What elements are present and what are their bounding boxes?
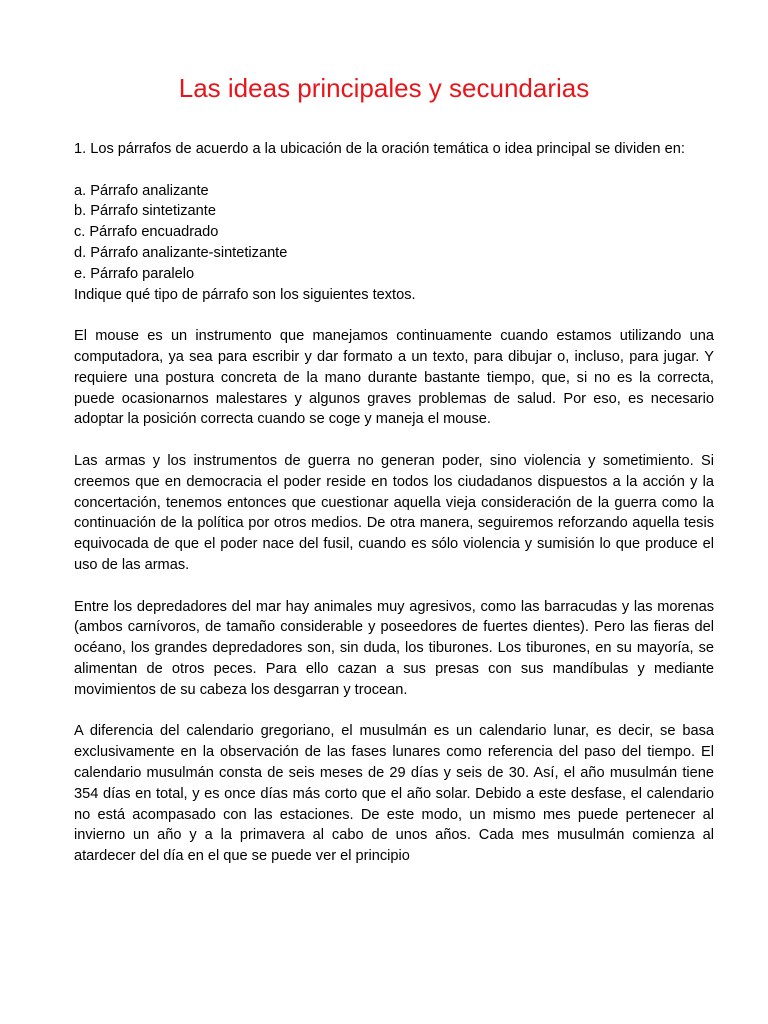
spacer [74,430,714,451]
option-item: c. Párrafo encuadrado [74,224,219,241]
option-item: a. Párrafo analizante [74,182,209,199]
option-item: d. Párrafo analizante-sintetizante [74,244,288,261]
instruction-text: Indique qué tipo de párrafo son los siguientes textos. [74,286,416,303]
page-title: Las ideas principales y secundarias [178,73,590,103]
spacer [74,576,714,597]
text-paragraph-weapons: Las armas y los instrumentos de guerra no generan poder, sino violencia y sometimiento. Si creemos que en democracia el poder reside en todos los ciudadanos dispuestos a la acción y la concertación, tenemos entonces que cuestionar aquella vieja consideración de la guerra como la continuación de la política por otros medios. De otra manera, seguiremos reforzando aquella tesis equivocada de que el poder nace del fusil, cuando es sólo violencia y sumisión lo que produce el uso de las armas. [74,452,714,573]
document-body [74,139,714,867]
spacer [74,701,714,722]
question-text: 1. Los párrafos de acuerdo a la ubicación de la oración temática o idea principal se dividen en: [74,141,685,157]
text-paragraph-predators: Entre los depredadores del mar hay animales muy agresivos, como las barracudas y las morenas (ambos carnívoros, de tamaño considerable y poseedores de fuertes dientes). Pero las fieras del océano, los grandes depredadores son, sin duda, los tiburones. Los tiburones, en su mayoría, se alimentan de otros peces. Para ello cazan a sus presas con sus mandíbulas y mediante movimientos de su cabeza los desgarran y trocean. [74,598,714,698]
option-item: b. Párrafo sintetizante [74,203,216,220]
option-item: e. Párrafo paralelo [74,265,195,282]
spacer [74,160,714,181]
spacer [74,305,714,326]
text-paragraph-mouse: El mouse es un instrumento que manejamos continuamente cuando estamos utilizando una computadora, ya sea para escribir y dar formato a un texto, para dibujar o, incluso, para jugar. Y requiere una postura concreta de la mano durante bastante tiempo, que, si no es la correcta, puede ocasionarnos malestares y algunos graves problemas de salud. Por eso, es necesario adoptar la posición correcta cuando se coge y maneja el mouse. [74,328,714,428]
text-paragraph-calendar: A diferencia del calendario gregoriano, el musulmán es un calendario lunar, es decir, se basa exclusivamente en la observación de las fases lunares como referencia del paso del tiempo. El calendario musulmán consta de seis meses de 29 días y seis de 30. Así, el año musulmán tiene 354 días en total, y es once días más corto que el año solar. Debido a este desfase, el calendario no está acompasado con las estaciones. De este modo, un mismo mes puede pertenecer al invierno un año y a la primavera al cabo de unos años. Cada mes musulmán comienza al atardecer del día en el que se puede ver el principio [74,723,714,865]
